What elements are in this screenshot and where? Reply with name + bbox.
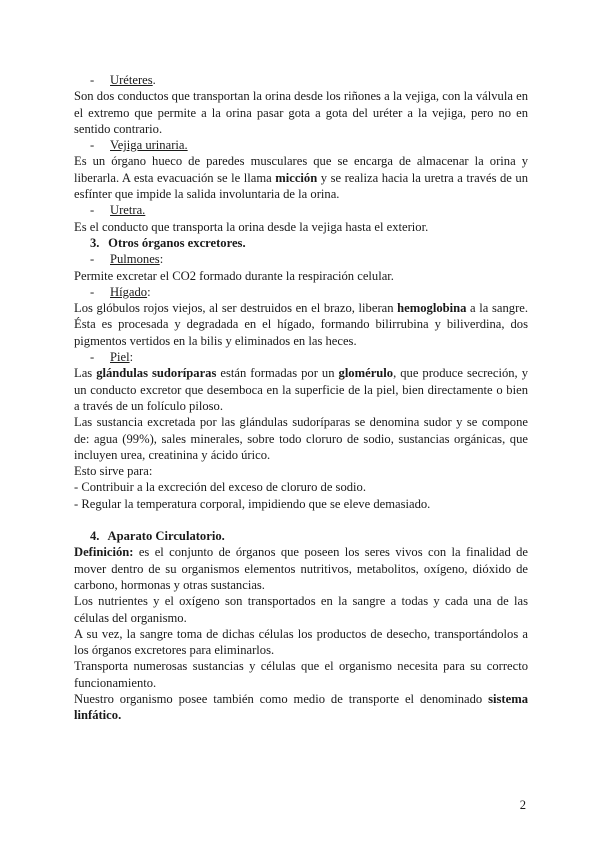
glomerulo-bold: glomérulo xyxy=(338,366,394,381)
section-ureteres-heading xyxy=(74,72,528,88)
ureteres-title: Uréteres xyxy=(110,73,153,87)
miccion-bold: micción xyxy=(275,170,318,185)
pulmones-title: Pulmones xyxy=(110,252,160,267)
document-page xyxy=(74,72,528,724)
heading-aparato-circulatorio xyxy=(74,528,528,544)
piel-paragraph-1 xyxy=(74,365,528,414)
higado-title: Hígado xyxy=(110,284,148,299)
bullet-dash: - xyxy=(90,252,95,267)
piel-text-a: Las xyxy=(74,366,97,381)
pulmones-paragraph: Permite excretar el CO2 formado durante la respiración celular. xyxy=(74,268,394,283)
definicion-paragraph xyxy=(74,544,528,593)
heading-text: Aparato Circulatorio. xyxy=(107,529,225,544)
bullet-dash: - xyxy=(90,284,95,299)
higado-text-a: Los glóbulos rojos viejos, al ser destruidos en el brazo, liberan xyxy=(74,301,398,316)
bullet-dash: - xyxy=(90,73,95,87)
uretra-title: Uretra. xyxy=(110,203,146,218)
heading-otros-organos xyxy=(74,235,528,251)
bullet-dash: - xyxy=(90,138,95,153)
circulatorio-paragraph-5 xyxy=(74,691,528,724)
section-pulmones-heading xyxy=(74,251,528,267)
section-vejiga-heading xyxy=(74,137,528,153)
vejiga-title: Vejiga urinaria. xyxy=(110,138,188,153)
higado-paragraph xyxy=(74,300,528,349)
higado-text-b: a la sangre. Ésta es procesada y degradada en el hígado, formando bilirrubina y biliverdina, dos pigmentos vertidos en la bilis y eliminados en las heces. xyxy=(74,301,529,348)
definicion-text: es el conjunto de órganos que poseen los seres vivos con la finalidad de mover dentro de su organismos elementos nutritivos, metabolitos, oxígeno, dióxido de carbono, hormonas y otras sustancias. xyxy=(74,545,528,592)
hemoglobina-bold: hemoglobina xyxy=(397,301,467,316)
pulmones-title-suffix: : xyxy=(159,252,164,267)
bullet-dash: - xyxy=(90,350,95,365)
piel-paragraph-3: Esto sirve para: xyxy=(74,464,153,479)
vejiga-text-a: Es un órgano hueco de paredes musculares que se encarga de almacenar la orina y liberarla. A esta evacuación se le llama xyxy=(74,154,528,185)
ureteres-paragraph: Son dos conductos que transportan la orina desde los riñones a la vejiga, con la válvula en el extremo que permite a la orina pasar gota a gota del uréter a la vejiga, pero no en sentido contrario. xyxy=(74,89,528,136)
piel-text-c: , que produce secreción, y un conducto excretor que desemboca en la superficie de la piel, bien directamente o bien a través de un folículo piloso. xyxy=(74,366,528,413)
spacer xyxy=(74,512,528,528)
circulatorio-paragraph-2: Los nutrientes y el oxígeno son transportados en la sangre a todas y cada una de las células del organismo. xyxy=(74,594,528,625)
piel-list-item-1: - Contribuir a la excreción del exceso de cloruro de sodio. xyxy=(74,480,366,495)
vejiga-text-b: y se realiza hacia la uretra a través de un esfínter que impide la salida involuntaria de la orina. xyxy=(74,170,529,202)
bullet-dash: - xyxy=(90,203,95,218)
linfatico-text: Nuestro organismo posee también como medio de transporte el denominado xyxy=(74,691,489,706)
heading-number: 3. xyxy=(90,235,100,250)
circulatorio-paragraph-4: Transporta numerosas sustancias y células que el organismo necesita para su correcto funcionamiento. xyxy=(74,659,528,690)
sistema-linfatico-bold: sistema linfático. xyxy=(74,691,528,723)
higado-title-suffix: : xyxy=(147,284,151,299)
piel-text-b: están formadas por un xyxy=(216,366,339,381)
ureteres-title-suffix: . xyxy=(152,73,156,87)
vejiga-paragraph xyxy=(74,153,528,202)
heading-number: 4. xyxy=(90,529,100,544)
section-higado-heading xyxy=(74,284,528,300)
circulatorio-paragraph-3: A su vez, la sangre toma de dichas células los productos de desecho, transportándolos a los órganos excretores para eliminarlos. xyxy=(74,626,528,658)
piel-paragraph-2: Las sustancia excretada por las glándulas sudoríparas se denomina sudor y se compone de: agua (99%), sales minerales, sobre todo cloruro de sodio, sustancias orgánicas, que incluyen urea, creatinina y ácido úrico. xyxy=(74,415,528,462)
uretra-paragraph: Es el conducto que transporta la orina desde la vejiga hasta el exterior. xyxy=(74,219,429,234)
definicion-label: Definición: xyxy=(74,545,134,560)
piel-title-suffix: : xyxy=(129,350,134,365)
glandulas-bold: glándulas sudoríparas xyxy=(96,366,217,381)
piel-title: Piel xyxy=(110,350,130,365)
heading-text: Otros órganos excretores. xyxy=(108,235,246,250)
page-number: 2 xyxy=(519,798,526,812)
section-uretra-heading xyxy=(74,202,528,218)
piel-list-item-2: - Regular la temperatura corporal, impidiendo que se eleve demasiado. xyxy=(74,496,431,511)
section-piel-heading xyxy=(74,349,528,365)
